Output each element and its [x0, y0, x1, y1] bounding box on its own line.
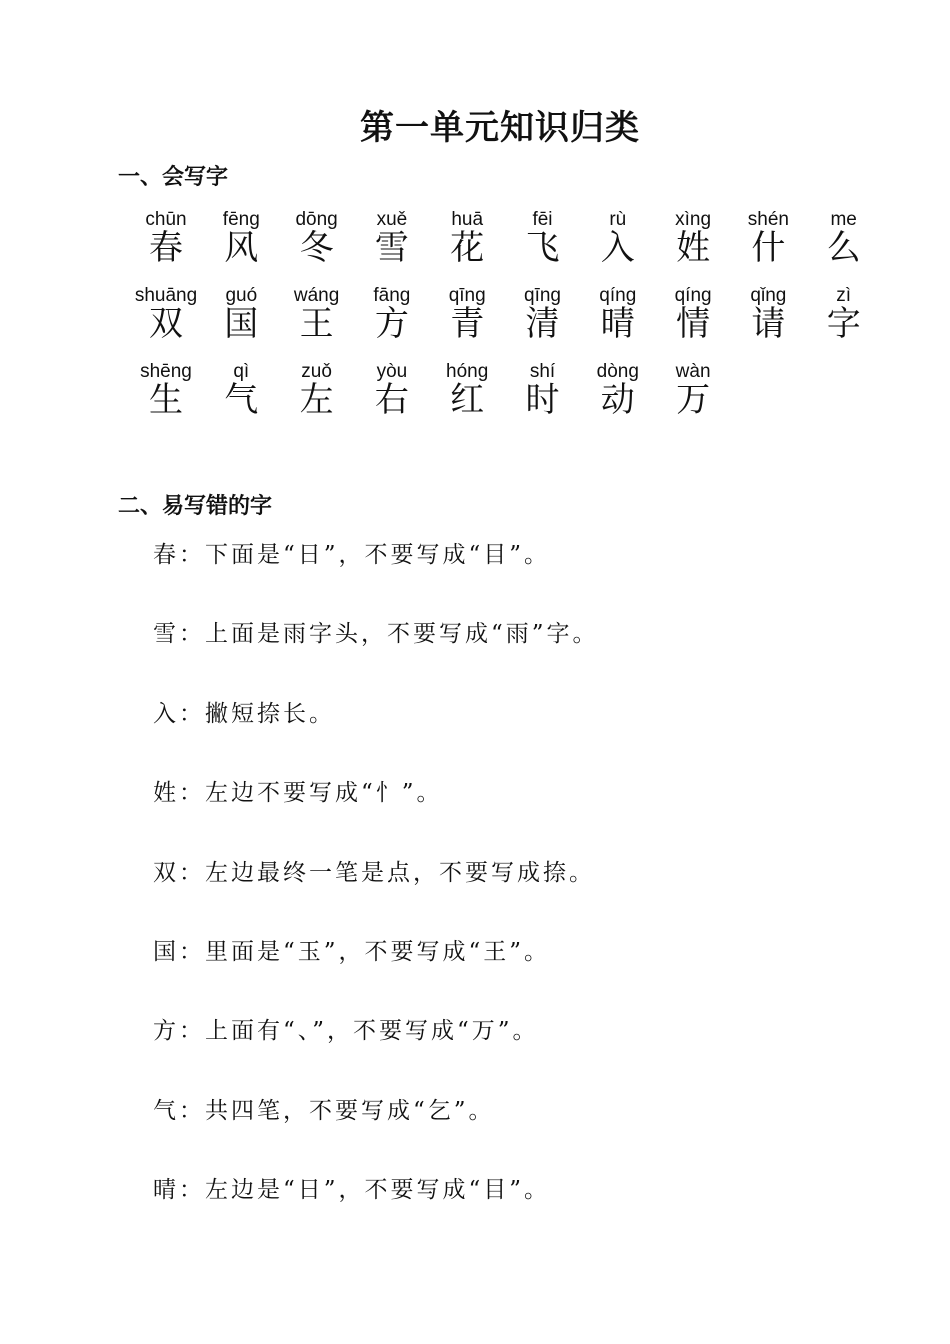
error-note: 雪：上面是雨字头，不要写成“雨”字。	[153, 621, 599, 648]
pinyin-label: shén	[747, 209, 789, 230]
character-cell	[578, 360, 658, 420]
pinyin-label: qīng	[448, 285, 486, 306]
pinyin-label: wáng	[293, 285, 340, 306]
pinyin-label: xuě	[376, 209, 408, 230]
character-cell	[427, 360, 507, 420]
hanzi-character: 么	[826, 228, 861, 268]
character-cell	[201, 360, 281, 420]
pinyin-label: dòng	[596, 361, 639, 382]
pinyin-label: guó	[225, 285, 258, 306]
character-cell	[277, 284, 357, 344]
hanzi-character: 字	[826, 304, 861, 344]
pinyin-label: wàn	[675, 361, 711, 382]
character-cell	[201, 208, 281, 268]
error-note: 春：下面是“日”，不要写成“目”。	[153, 542, 551, 568]
character-cell	[804, 208, 884, 268]
character-cell	[427, 208, 507, 268]
pinyin-label: zì	[836, 285, 852, 306]
pinyin-label: qì	[233, 361, 250, 382]
pinyin-label: qīng	[524, 285, 561, 306]
character-cell	[352, 284, 432, 344]
hanzi-character: 情	[676, 304, 711, 344]
pinyin-label: fēi	[532, 209, 553, 230]
character-cell	[126, 208, 206, 268]
character-cell	[728, 208, 808, 268]
error-note: 晴：左边是“日”，不要写成“目”。	[153, 1177, 551, 1204]
pinyin-label: me	[830, 209, 857, 230]
error-note: 双：左边最终一笔是点，不要写成捺。	[153, 859, 595, 886]
character-grid	[126, 208, 886, 436]
hanzi-character: 花	[450, 228, 485, 268]
pinyin-label: shēng	[140, 361, 192, 382]
pinyin-label: qíng	[674, 285, 712, 306]
character-cell	[201, 284, 281, 344]
pinyin-label: dōng	[295, 209, 338, 230]
hanzi-character: 青	[450, 304, 485, 344]
character-cell	[352, 208, 432, 268]
pinyin-label: xìng	[675, 209, 712, 230]
character-cell	[804, 284, 884, 344]
pinyin-label: zuǒ	[301, 361, 332, 382]
pinyin-label: yòu	[376, 361, 408, 382]
character-cell	[503, 360, 583, 420]
character-cell	[427, 284, 507, 344]
pinyin-label: shuāng	[134, 285, 198, 306]
pinyin-label: chūn	[145, 209, 187, 230]
hanzi-character: 春	[149, 228, 183, 268]
hanzi-character: 万	[676, 380, 711, 420]
hanzi-character: 方	[374, 304, 409, 344]
character-cell	[728, 284, 808, 344]
character-cell	[126, 360, 206, 420]
character-cell	[126, 284, 206, 344]
error-note: 方：上面有“、”，不要写成“万”。	[153, 1018, 539, 1045]
hanzi-character: 姓	[676, 228, 711, 268]
pinyin-label: rù	[609, 209, 627, 230]
character-cell	[503, 208, 583, 268]
pinyin-label: qǐng	[750, 285, 787, 306]
character-row	[126, 208, 886, 284]
error-note: 国：里面是“玉”，不要写成“王”。	[153, 939, 551, 965]
character-row	[126, 284, 886, 360]
hanzi-character: 红	[450, 380, 485, 420]
hanzi-character: 左	[299, 380, 334, 420]
hanzi-character: 右	[374, 380, 409, 420]
hanzi-character: 请	[751, 304, 786, 344]
error-note: 入：撇短捺长。	[153, 700, 335, 727]
pinyin-label: huā	[451, 209, 484, 230]
character-cell	[653, 284, 733, 344]
character-cell	[352, 360, 432, 420]
hanzi-character: 飞	[525, 228, 560, 268]
hanzi-character: 王	[299, 304, 334, 344]
section-heading-error-prone-characters: 二、易写错的字	[118, 494, 273, 519]
pinyin-label: shí	[529, 361, 556, 382]
pinyin-label: qíng	[599, 285, 637, 306]
character-cell	[578, 284, 658, 344]
character-cell	[277, 208, 357, 268]
character-cell	[578, 208, 658, 268]
page-title: 第一单元知识归类	[360, 108, 640, 148]
hanzi-character: 晴	[600, 304, 635, 344]
hanzi-character: 双	[149, 304, 183, 344]
hanzi-character: 雪	[374, 228, 409, 268]
hanzi-character: 生	[149, 380, 183, 420]
pinyin-label: hóng	[446, 361, 489, 382]
hanzi-character: 气	[224, 380, 259, 420]
hanzi-character: 什	[751, 228, 786, 268]
character-cell	[653, 208, 733, 268]
section-heading-writing-characters: 一、会写字	[118, 165, 229, 190]
hanzi-character: 动	[600, 380, 635, 420]
error-note: 姓：左边不要写成“忄”。	[153, 780, 443, 807]
hanzi-character: 入	[600, 228, 635, 268]
character-cell	[503, 284, 583, 344]
pinyin-label: fāng	[373, 285, 411, 306]
hanzi-character: 冬	[299, 228, 334, 268]
error-note: 气：共四笔，不要写成“乞”。	[153, 1097, 495, 1124]
hanzi-character: 风	[224, 228, 259, 268]
hanzi-character: 清	[525, 304, 560, 344]
character-cell	[277, 360, 357, 420]
character-row	[126, 360, 886, 436]
hanzi-character: 国	[224, 304, 259, 344]
character-cell	[653, 360, 733, 420]
pinyin-label: fēng	[222, 209, 260, 230]
hanzi-character: 时	[525, 380, 560, 420]
